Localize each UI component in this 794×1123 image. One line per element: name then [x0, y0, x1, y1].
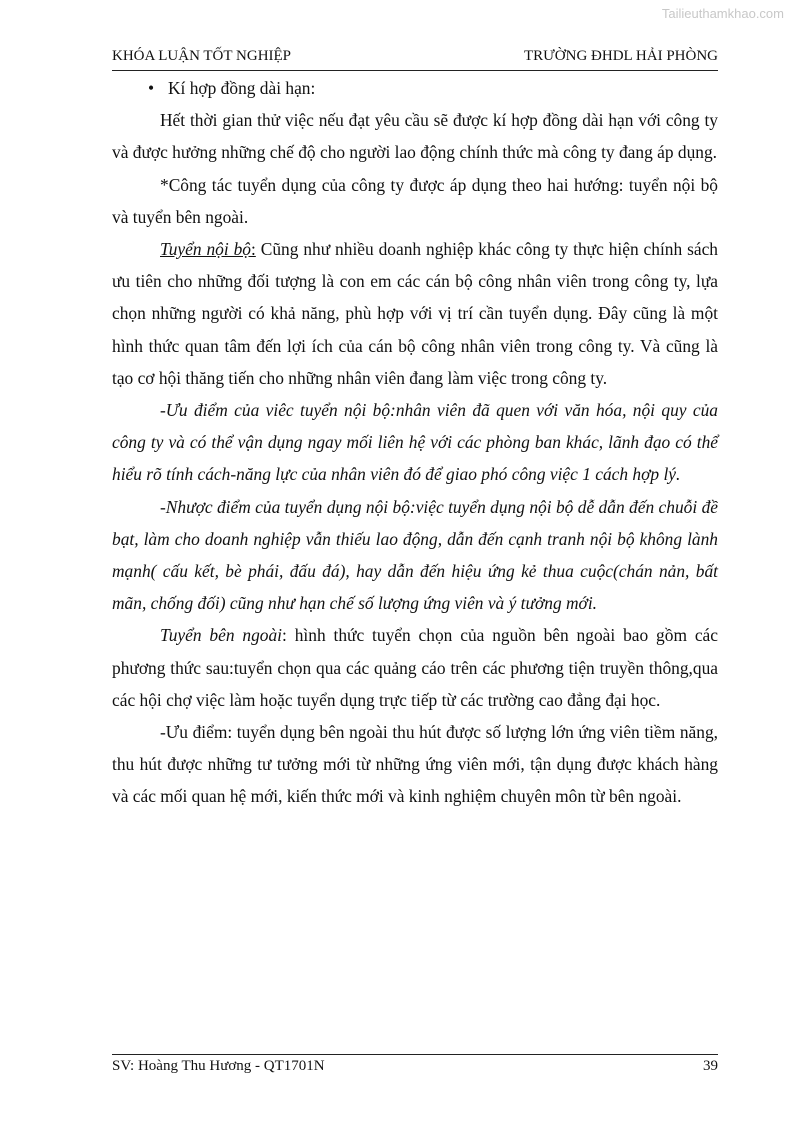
paragraph-advantages-external: -Ưu điểm: tuyển dụng bên ngoài thu hút được số lượng lớn ứng viên tiềm năng, thu hút được những tư tưởng mới từ những ứng viên mới, tận dụng được khách hàng và các mối quan hệ mới, kiến thức mới và kinh nghiệm chuyên môn từ bên ngoài. [112, 722, 718, 807]
bullet-text: Kí hợp đồng dài hạn: [168, 78, 316, 98]
header-left: KHÓA LUẬN TỐT NGHIỆP [112, 48, 292, 64]
page-number: 39 [703, 1058, 718, 1074]
term-colon: : [250, 239, 256, 260]
term-external-recruitment: Tuyển bên ngoài [160, 625, 283, 646]
paragraph [112, 233, 718, 394]
footer-student: SV: Hoàng Thu Hương - QT1701N [112, 1058, 325, 1074]
watermark: Tailieuthamkhao.com [661, 6, 784, 21]
term-internal-recruitment: Tuyển nội bộ [160, 239, 251, 260]
paragraph-text: : hình thức tuyển chọn của nguồn bên ngoài bao gồm các phương thức sau:tuyển chọn qua các quảng cáo trên các phương tiện truyền thông,qua các hội chợ việc làm hoặc tuyển dụng trực tiếp từ các trường cao đẳng đại học. [112, 625, 718, 710]
paragraph-bullet [112, 72, 718, 104]
header-right: TRƯỜNG ĐHDL HẢI PHÒNG [524, 48, 718, 64]
paragraph [112, 619, 718, 716]
bullet-icon: • [148, 78, 155, 98]
paragraph: *Công tác tuyển dụng của công ty được áp dụng theo hai hướng: tuyển nội bộ và tuyển bên ngoài. [112, 174, 718, 227]
page-body [112, 72, 718, 813]
paragraph-disadvantages-internal: -Nhược điểm của tuyển dụng nội bộ:việc tuyển dụng nội bộ dễ dẫn đến chuỗi đề bạt, làm cho doanh nghiệp vẫn thiếu lao động, dẫn đến cạnh tranh nội bộ không lành mạnh( cấu kết, bè phái, đấu đá), hay dẫn đến hiệu ứng kẻ thua cuộc(chán nản, bất mãn, chống đối) cũng như hạn chế số lượng ứng viên và ý tưởng mới. [112, 496, 718, 614]
paragraph-advantages-internal: -Ưu điểm của viêc tuyển nội bộ:nhân viên đã quen với văn hóa, nội quy của công ty và có thể vận dụng ngay mối liên hệ với các phòng ban khác, lãnh đạo có thể hiểu rõ tính cách-năng lực của nhân viên đó để giao phó công việc 1 cách hợp lý. [112, 400, 718, 485]
paragraph-text: Cũng như nhiều doanh nghiệp khác công ty thực hiện chính sách ưu tiên cho những đối tượng là con em các cán bộ công nhân viên trong công ty, lựa chọn những người có khả năng, phù hợp với vị trí cần tuyển dụng. Đây cũng là một hình thức quan tâm đến lợi ích của cán bộ công nhân viên trong công ty. Và cũng là tạo cơ hội thăng tiến cho những nhân viên đang làm việc trong công ty. [112, 239, 719, 388]
paragraph: Hết thời gian thử việc nếu đạt yêu cầu sẽ được kí hợp đồng dài hạn với công ty và được hưởng những chế độ cho người lao động chính thức mà công ty đang áp dụng. [112, 110, 718, 163]
page-header [112, 48, 718, 71]
page-footer [112, 1054, 718, 1075]
